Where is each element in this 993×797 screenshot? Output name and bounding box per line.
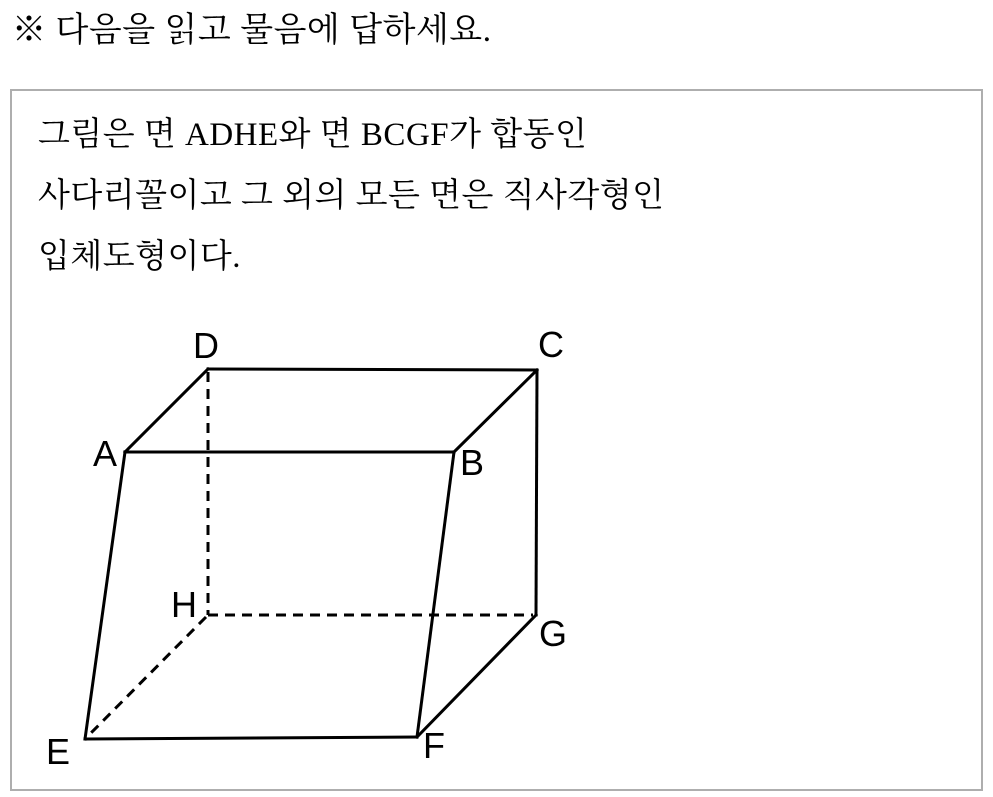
vertex-label-b: B: [460, 442, 485, 483]
vertex-label-g: G: [539, 613, 568, 654]
hidden-dashed-edges: [87, 372, 533, 737]
vertex-labels: [46, 324, 567, 772]
instruction-text: ※ 다음을 읽고 물음에 답하세요.: [12, 12, 492, 49]
vertex-label-d: D: [193, 325, 219, 366]
edge-fg: [417, 615, 536, 737]
vertex-label-a: A: [93, 433, 118, 474]
problem-statement-line-3: 입체도형이다.: [38, 239, 242, 275]
edge-cg: [536, 370, 537, 615]
vertex-label-c: C: [538, 324, 564, 365]
edge-ef: [85, 737, 417, 739]
edge-ad: [125, 369, 208, 452]
edge-he: [87, 617, 206, 737]
problem-statement-line-1: 그림은 면 ADHE와 면 BCGF가 합동인: [38, 117, 588, 153]
edge-bc: [454, 370, 537, 452]
vertex-label-e: E: [46, 731, 71, 772]
edge-ae: [85, 452, 125, 739]
vertex-label-h: H: [171, 584, 197, 625]
vertex-label-f: F: [423, 725, 445, 766]
problem-statement-line-2: 사다리꼴이고 그 외의 모든 면은 직사각형인: [38, 178, 665, 214]
edge-dc: [208, 369, 537, 370]
solid-edges: [85, 369, 537, 739]
edge-bf: [417, 452, 454, 737]
